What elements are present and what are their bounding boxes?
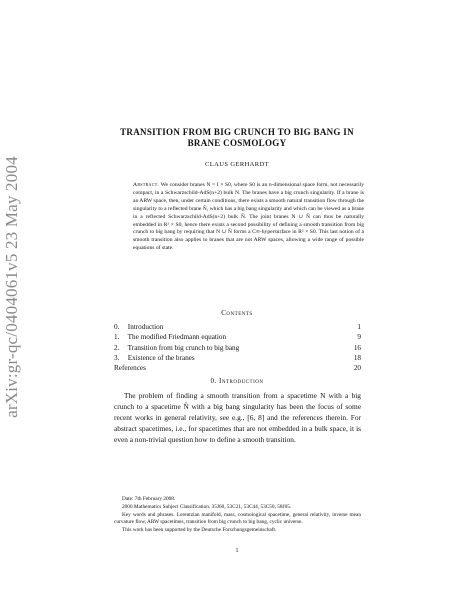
toc-entry-label: Transition from big crunch to big bang (127, 343, 240, 352)
section-heading: 0. Introduction (210, 377, 264, 385)
toc-entry-page: 16 (353, 343, 361, 352)
arxiv-identifier-sidebar (3, 137, 21, 437)
abstract-text: We consider branes N = I × S0, where S0 is an n-dimensional space form, not necessarily compact, in a Schwarzschild-AdS(n+2) bulk N. The branes have a big crunch singularity. If a brane is an ARW space, then, under certain conditions, there exists a smooth natural transition flow through the singularity to a reflected brane N̂, which has a big bang singularity and which can be viewed as a brane in a reflected Schwarzschild-AdS(n+2) bulk N̂. The joint branes N ∪ N̂ can thus be naturally embedded in R² × S0, hence there exists a second possibility of defining a smooth transition from big crunch to big bang by requiring that N ∪ N̂ forms a C∞-hypersurface in R² × S0. This last notion of a smooth transition also applies to branes that are not ARW spaces, allowing a wide range of possible equations of state. (133, 182, 364, 252)
toc-entry-transition[interactable] (114, 343, 361, 353)
title-line: BRANE COSMOLOGY (187, 138, 287, 148)
footnote-support: This work has been supported by the Deutsche Forschungsgemeinschaft. (122, 527, 277, 534)
title-line: TRANSITION FROM BIG CRUNCH TO BIG BANG IN (120, 127, 354, 137)
abstract (133, 182, 364, 253)
toc-entry-page: 20 (353, 364, 361, 373)
footnote-date: Date: 7th February 2008. (122, 496, 176, 502)
abstract-label: Abstract. (133, 182, 160, 188)
toc-entry-label: Introduction (127, 323, 164, 331)
page-number: 1 (235, 548, 239, 554)
toc-entry-friedmann[interactable] (114, 332, 361, 342)
toc-entry-references[interactable] (114, 363, 361, 373)
toc-entry-number: 0. (114, 323, 120, 331)
footnote-msc: 2000 Mathematics Subject Classification. 35J60, 53C21, 53C44, 53C50, 58J05. (122, 504, 292, 511)
toc-entry-existence[interactable] (114, 353, 361, 363)
author-name: CLAUS GERHARDT (205, 161, 269, 168)
contents-heading: Contents (221, 309, 253, 317)
toc-entry-number: 1. (114, 333, 120, 342)
toc-entry-number: 3. (114, 353, 120, 362)
toc-entry-introduction[interactable] (114, 322, 361, 332)
footnote-keywords: Key words and phrases. Lorentzian manifold, mass, cosmological spacetime, general relativity, inverse mean curvature flow, ARW spacetimes, transition from big crunch to big bang, cyclic universe. (114, 512, 361, 526)
table-of-contents (114, 322, 361, 373)
toc-entry-number: 2. (114, 343, 120, 352)
introduction-paragraph: The problem of finding a smooth transition from a spacetime N with a big crunch to a spacetime N̂ with a big bang singularity has been the focus of some recent works in general relativity, see e.g., [6, 8] and the references therein. For abstract spacetimes, i.e., for spacetimes that are not embedded in a bulk space, it is even a non-trivial question how to define a smooth transition. (114, 391, 361, 445)
toc-entry-label: Existence of the branes (127, 353, 195, 362)
toc-entry-page: 1 (357, 323, 361, 331)
toc-entry-page: 9 (357, 333, 361, 342)
toc-entry-label: References (114, 364, 146, 373)
arxiv-identifier[interactable]: arXiv:gr-qc/0404061v5 23 May 2004 (2, 156, 22, 418)
paper-title (80, 127, 394, 149)
toc-entry-page: 18 (353, 353, 361, 362)
toc-entry-label: The modified Friedmann equation (127, 333, 227, 342)
footnotes (114, 496, 361, 534)
